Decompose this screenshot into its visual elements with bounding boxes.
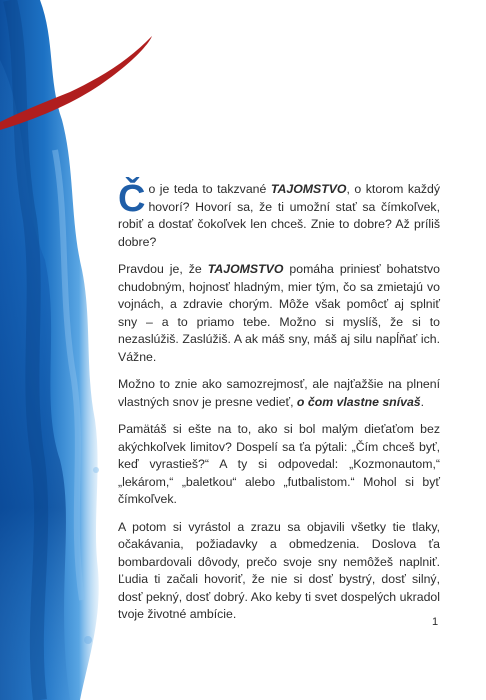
- page-number: 1: [432, 616, 439, 628]
- emphasis: o čom vlastne snívaš: [296, 394, 421, 409]
- paragraph: Pamätáš si ešte na to, ako si bol malým dieťaťom bez akýchkoľvek limitov? Dospelí sa ťa pýtali: „Čím chceš byť, keď vyrastieš?“ A ty si odpovedal: „Kozmonautom,“ „lekárom,“ „baletkou“ alebo „futbalistom.“ Mohol si byť čímkoľvek.: [118, 422, 440, 506]
- emphasis: TAJOMSTVO: [207, 262, 284, 276]
- red-brush-stroke: [0, 30, 160, 130]
- drop-cap: Č: [118, 178, 146, 220]
- paragraph: Možno to znie ako samozrejmosť, ale najťažšie na plnení vlastných snov je presne vedieť, o čom vlastne snívaš.: [118, 377, 440, 409]
- paragraph: Pravdou je, že TAJOMSTVO pomáha priniesť bohatstvo chudobným, hojnosť hladným, mier tým, čo sa zmietajú vo vojnách, a zdravie chorým. Môže však pomôcť aj splniť sny – a to priamo tebe. Možno si myslíš, že si to nezaslúžiš. Zaslúžiš. A ak máš sny, máš aj silu napĺňať ich. Vážne.: [118, 262, 440, 364]
- paragraph: Čo je teda to takzvané TAJOMSTVO, o ktorom každý hovorí? Hovorí sa, že ti umožní stať sa čímkoľvek, robiť a dostať čokoľvek len chceš. Znie to dobre? Až príliš dobre?: [118, 178, 440, 249]
- paragraph: A potom si vyrástol a zrazu sa objavili všetky tie tlaky, očakávania, požiadavky a obmedzenia. Doslova ťa bombardovali dôvody, prečo svoje sny nemôžeš naplniť. Ľudia ti začali hovoriť, že nie si dosť bystrý, dosť silný, dosť pekný, dosť dobrý. Ako keby ti svet dospelých ukradol tvoje životné ambície.: [118, 519, 440, 621]
- body-text: [118, 178, 440, 634]
- emphasis: TAJOMSTVO: [270, 182, 347, 196]
